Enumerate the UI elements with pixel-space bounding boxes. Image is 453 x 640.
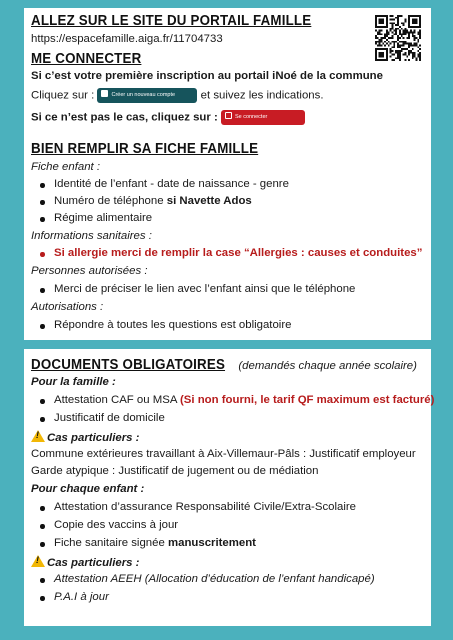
health-form-item: [31, 538, 256, 549]
documents-heading-row: [31, 356, 417, 374]
form-heading: BIEN REMPLIR SA FICHE FAMILLE: [31, 141, 259, 157]
health-label: Informations sanitaires :: [31, 230, 152, 242]
create-account-button[interactable]: [97, 88, 197, 103]
first-signup-text: Si c’est votre première inscription au portail iNoé de la commune: [31, 70, 383, 82]
special-cases-1: [31, 430, 139, 444]
health-form-bold: manuscritement: [167, 537, 256, 549]
click-suffix: et suivez les indications.: [200, 89, 324, 102]
child-item-phone: [31, 196, 252, 207]
phone-bold: si Navette Ados: [166, 195, 252, 207]
caf-text: Attestation CAF ou MSA: [54, 394, 177, 406]
family-label: Pour la famille :: [31, 376, 116, 388]
aeeh-item: Attestation AEEH (Allocation d’éducation de l’enfant handicapé): [31, 574, 375, 585]
login-icon: [225, 112, 232, 119]
login-line: [31, 110, 305, 125]
phone-text: Numéro de téléphone: [54, 195, 164, 207]
custody-text: Garde atypique : Justificatif de jugement ou de médiation: [31, 465, 319, 477]
documents-heading-note: (demandés chaque année scolaire): [238, 360, 417, 372]
caf-warning: (Si non fourni, le tarif QF maximum est facturé): [180, 394, 435, 406]
portal-card: [24, 8, 431, 150]
authorizations-label: Autorisations :: [31, 301, 104, 313]
user-icon: [101, 90, 108, 97]
insurance-item: Attestation d’assurance Responsabilité Civile/Extra-Scolaire: [31, 502, 356, 513]
allergy-item: Si allergie merci de remplir la case “Allergies : causes et conduites”: [31, 248, 422, 259]
child-form-label: Fiche enfant :: [31, 161, 101, 173]
warning-icon: [31, 430, 45, 442]
documents-card: [24, 349, 435, 626]
qr-code-icon[interactable]: [375, 15, 421, 61]
child-item-diet: Régime alimentaire: [31, 213, 152, 224]
special-label-1: Cas particuliers :: [47, 432, 140, 444]
exterior-text: Commune extérieures travaillant à Aix-Villemaur-Pâls : Justificatif employeur: [31, 448, 416, 460]
family-form-card: [24, 134, 431, 340]
portal-heading: ALLEZ SUR LE SITE DU PORTAIL FAMILLE: [31, 13, 312, 29]
pai-item: P.A.I à jour: [31, 592, 109, 603]
health-form-text: Fiche sanitaire signée: [54, 537, 165, 549]
authorizations-item: Répondre à toutes les questions est obligatoire: [31, 320, 291, 331]
create-account-label: Créer un nouveau compte: [111, 92, 176, 98]
click-prefix: Cliquez sur :: [31, 89, 95, 102]
vaccines-item: Copie des vaccins à jour: [31, 520, 178, 531]
not-case-text: Si ce n’est pas le cas, cliquez sur :: [31, 111, 218, 124]
create-account-line: [31, 88, 323, 103]
portal-url[interactable]: https://espacefamille.aiga.fr/11704733: [31, 33, 223, 45]
warning-icon: [31, 555, 45, 567]
special-label-2: Cas particuliers :: [47, 557, 140, 569]
login-button[interactable]: [221, 110, 305, 125]
domicile-item: Justificatif de domicile: [31, 413, 165, 424]
child-docs-label: Pour chaque enfant :: [31, 483, 145, 495]
special-cases-2: [31, 555, 139, 569]
documents-heading: DOCUMENTS OBLIGATOIRES: [31, 357, 226, 373]
authorized-label: Personnes autorisées :: [31, 265, 148, 277]
child-item-identity: Identité de l’enfant - date de naissance - genre: [31, 179, 289, 190]
login-label: Se connecter: [234, 114, 268, 120]
login-heading: ME CONNECTER: [31, 51, 142, 67]
caf-item: [31, 395, 434, 406]
authorized-item: Merci de préciser le lien avec l’enfant ainsi que le téléphone: [31, 284, 355, 295]
